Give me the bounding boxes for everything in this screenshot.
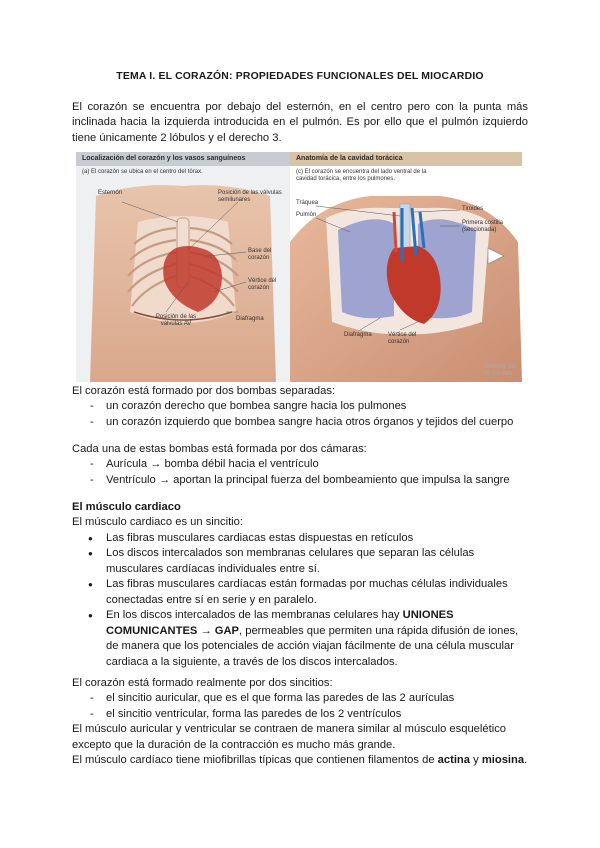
list-item: ● Los discos intercalados son membranas celulares que separan las células musculares cardíacas individuales entre sí. bbox=[72, 546, 528, 577]
label-av-valves: Posición de las válvulas AV bbox=[155, 314, 197, 327]
paragraph-text: . bbox=[524, 754, 528, 767]
bullet-text: En los discos intercalados de las membranas celulares hay bbox=[106, 609, 403, 622]
gap-junctions-term: UNIONES COMUNICANTES → GAP bbox=[106, 609, 454, 637]
thoracic-cavity-figure bbox=[290, 152, 522, 382]
figure2-credit: Anthony Val W. Gerbes bbox=[484, 364, 516, 378]
label-diaphragm: Diafragma bbox=[236, 316, 264, 322]
bullet-text: , permeables que permiten una rápida difusión de iones, de manera que los potenciales de acción viajan fácilmente de una célula muscular cardiaca a la siguiente, a través de los discos intercalados. bbox=[106, 624, 519, 668]
thorax-illustration bbox=[76, 152, 290, 382]
myofibrils-paragraph bbox=[72, 753, 528, 768]
figure1-heading: Localización del corazón y los vasos sanguíneos bbox=[76, 152, 290, 166]
chambers-section bbox=[72, 442, 528, 488]
label-lung: Pulmón bbox=[296, 212, 317, 218]
label-trachea: Tráquea bbox=[296, 200, 319, 206]
list-item: - Ventrículo → aportan la principal fuerza del bombeamiento que impulsa la sangre bbox=[72, 473, 528, 488]
figure2-heading: Anatomía de la cavidad torácica bbox=[290, 152, 522, 166]
label-semilunar-valves: Posición de las válvulas semilunares bbox=[218, 190, 282, 203]
list-item: - un corazón derecho que bombea sangre hacia los pulmones bbox=[72, 399, 528, 414]
figure1-subheading: (a) El corazón se ubica en el centro del tórax. bbox=[82, 169, 203, 175]
label-heart-apex: Vértice del corazón bbox=[248, 278, 277, 291]
pumps-section bbox=[72, 384, 528, 430]
list-item: ● Las fibras musculares cardiacas estas dispuestas en retículos bbox=[72, 531, 528, 546]
label-thyroid: Tiroides bbox=[462, 206, 484, 212]
chambers-intro: Cada una de estas bombas está formada por dos cámaras: bbox=[72, 443, 367, 455]
syncytia-section bbox=[72, 676, 528, 769]
muscle-bullets bbox=[72, 531, 528, 670]
label-first-rib: Primera costilla (seccionada) bbox=[462, 220, 504, 233]
paragraph-text: El músculo cardíaco tiene miofibrillas típicas que contienen filamentos de bbox=[72, 754, 438, 767]
pumps-intro: El corazón está formado por dos bombas separadas: bbox=[72, 385, 336, 397]
section-heading: El músculo cardiaco bbox=[72, 501, 181, 513]
list-item bbox=[72, 608, 528, 670]
label-heart-apex-2: Vértice del corazón bbox=[388, 332, 417, 345]
list-item: - un corazón izquierdo que bombea sangre hacia otros órganos y tejidos del cuerpo bbox=[72, 415, 528, 430]
label-diaphragm-2: Diafragma bbox=[344, 332, 372, 338]
label-heart-base: Base del corazón bbox=[248, 248, 272, 261]
muscle-intro: El músculo cardiaco es un sincitio: bbox=[72, 516, 243, 529]
contraction-paragraph: El músculo auricular y ventricular se contraen de manera similar al músculo esquelético excepto que la duración de la contracción es mucho más grande. bbox=[72, 723, 507, 751]
pumps-list bbox=[72, 399, 528, 430]
intro-paragraph: El corazón se encuentra por debajo del esternón, en el centro pero con la punta más inclinada hacia la izquierda introducida en el pulmón. Es por ello que el pulmón izquierdo tiene únicamente 2 lóbulos y el derecho 3. bbox=[72, 101, 528, 144]
figure2-subheading: (c) El corazón se encuentra del lado ventral de la cavidad torácica, entre los pulmones. bbox=[296, 169, 427, 183]
syncytia-intro: El corazón está formado realmente por dos sincitios: bbox=[72, 677, 333, 689]
cardiac-muscle-section bbox=[72, 500, 528, 670]
heart-location-figure bbox=[76, 152, 290, 382]
syncytia-list bbox=[72, 691, 528, 722]
paragraph-text: y bbox=[470, 754, 482, 767]
term-actin: actina bbox=[437, 754, 470, 767]
page-title: TEMA I. EL CORAZÓN: PROPIEDADES FUNCIONALES DEL MIOCARDIO bbox=[116, 71, 484, 82]
chambers-list bbox=[72, 457, 528, 488]
label-sternum: Esternón bbox=[98, 190, 123, 196]
term-myosin: miosina bbox=[481, 754, 525, 767]
thoracic-cavity-illustration bbox=[290, 152, 522, 382]
list-item: ● Las fibras musculares cardíacas están formadas por muchas células individuales conectadas entre sí en serie y en paralelo. bbox=[72, 577, 528, 608]
list-item: - el sincitio ventricular, forma las paredes de los 2 ventrículos bbox=[72, 707, 528, 722]
list-item: - Aurícula → bomba débil hacia el ventrículo bbox=[72, 457, 528, 472]
list-item: - el sincitio auricular, que es el que forma las paredes de las 2 aurículas bbox=[72, 691, 528, 706]
